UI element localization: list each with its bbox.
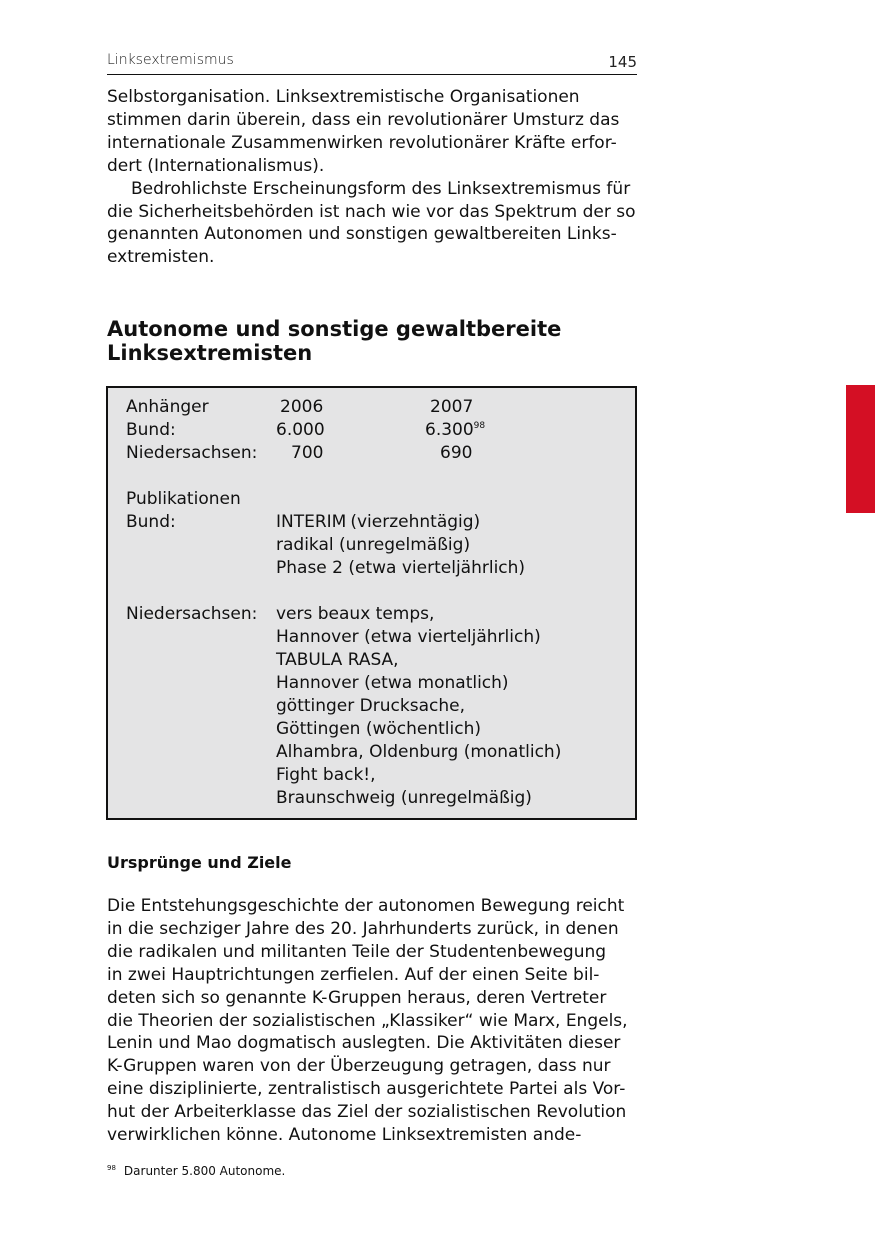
publication-interim bbox=[276, 511, 480, 534]
label-anhaenger: Anhänger bbox=[126, 397, 209, 417]
nds-publication-line: Hannover (etwa monatlich) bbox=[276, 673, 509, 693]
text-line: dert (Internationalismus). bbox=[107, 155, 325, 176]
text-line: K-Gruppen waren von der Überzeugung getragen, dass nur bbox=[107, 1056, 611, 1077]
intro-paragraph-2 bbox=[107, 178, 637, 270]
text-line: hut der Arbeiterklasse das Ziel der sozialistischen Revolution bbox=[107, 1102, 627, 1123]
nds-publication-line: göttinger Drucksache, bbox=[276, 696, 465, 716]
text-line: Selbstorganisation. Linksextremistische Organisationen bbox=[107, 87, 580, 107]
publication-title: INTERIM bbox=[276, 512, 347, 532]
nds-publication-line: Göttingen (wöchentlich) bbox=[276, 719, 481, 739]
label-bund-publikationen: Bund: bbox=[126, 512, 176, 532]
publication-frequency: (vierzehntägig) bbox=[350, 512, 481, 532]
year-2007: 2007 bbox=[430, 397, 474, 417]
header-rule bbox=[107, 74, 637, 75]
nds-publication-line: Hannover (etwa vierteljährlich) bbox=[276, 627, 541, 647]
text-line: eine disziplinierte, zentralistisch ausgerichtete Partei als Vor- bbox=[107, 1079, 626, 1100]
section-heading-line: Linksextremisten bbox=[107, 340, 313, 365]
page-number: 145 bbox=[608, 53, 637, 71]
label-bund: Bund: bbox=[126, 420, 176, 440]
nds-publication-line: vers beaux temps, bbox=[276, 604, 435, 624]
nds-publication-line: Fight back!, bbox=[276, 765, 376, 785]
subsection-paragraph bbox=[107, 895, 637, 1147]
text-line: Lenin und Mao dogmatisch auslegten. Die Aktivitäten dieser bbox=[107, 1033, 621, 1054]
text-line: die Theorien der sozialistischen „Klassiker“ wie Marx, Engels, bbox=[107, 1010, 628, 1031]
intro-paragraph-1 bbox=[107, 86, 637, 178]
nds-publication-line: Alhambra, Oldenburg (monatlich) bbox=[276, 742, 562, 762]
text-line: Die Entstehungsgeschichte der autonomen Bewegung reicht bbox=[107, 896, 625, 916]
section-heading bbox=[107, 318, 637, 365]
year-2006: 2006 bbox=[280, 397, 324, 417]
nds-2007-value: 690 bbox=[440, 443, 473, 463]
text-line: in zwei Hauptrichtungen zerfielen. Auf der einen Seite bil- bbox=[107, 964, 600, 985]
footnote-text: Darunter 5.800 Autonome. bbox=[123, 1164, 286, 1178]
nds-2006-value: 700 bbox=[291, 443, 324, 463]
publication-phase2: Phase 2 (etwa vierteljährlich) bbox=[276, 558, 526, 578]
text-line: internationale Zusammenwirken revolutionärer Kräfte erfor- bbox=[107, 132, 617, 153]
label-publikationen: Publikationen bbox=[126, 489, 241, 509]
text-line: deten sich so genannte K-Gruppen heraus, deren Vertreter bbox=[107, 987, 607, 1008]
nds-publication-line: Braunschweig (unregelmäßig) bbox=[276, 788, 532, 808]
chapter-thumb-tab bbox=[846, 385, 875, 513]
bund-2007-number: 6.300 bbox=[425, 420, 474, 440]
text-line: stimmen darin überein, dass ein revolutionärer Umsturz das bbox=[107, 109, 620, 130]
text-line: genannten Autonomen und sonstigen gewaltbereiten Links- bbox=[107, 224, 617, 245]
bund-2007-value bbox=[425, 419, 485, 442]
footnote-number: 98 bbox=[107, 1164, 116, 1172]
text-line: die radikalen und militanten Teile der Studentenbewegung bbox=[107, 941, 607, 962]
publication-radikal: radikal (unregelmäßig) bbox=[276, 535, 471, 555]
running-header-title: Linksextremismus bbox=[107, 52, 234, 68]
footnote bbox=[107, 1164, 285, 1178]
section-heading-line: Autonome und sonstige gewaltbereite bbox=[107, 317, 562, 341]
nds-publication-line: TABULA RASA, bbox=[276, 650, 399, 670]
label-niedersachsen-publikationen: Niedersachsen: bbox=[126, 604, 258, 624]
bund-2006-value: 6.000 bbox=[276, 420, 325, 440]
label-niedersachsen: Niedersachsen: bbox=[126, 443, 258, 463]
subsection-heading: Ursprünge und Ziele bbox=[107, 853, 292, 872]
text-line: die Sicherheitsbehörden ist nach wie vor das Spektrum der so bbox=[107, 201, 636, 222]
text-line: in die sechziger Jahre des 20. Jahrhunderts zurück, in denen bbox=[107, 918, 619, 939]
text-line: Bedrohlichste Erscheinungsform des Linksextremismus für bbox=[131, 178, 631, 199]
text-line: verwirklichen könne. Autonome Linksextremisten ande- bbox=[107, 1125, 582, 1146]
footnote-marker: 98 bbox=[473, 421, 486, 431]
info-box bbox=[106, 386, 637, 820]
text-line: extremisten. bbox=[107, 247, 215, 268]
